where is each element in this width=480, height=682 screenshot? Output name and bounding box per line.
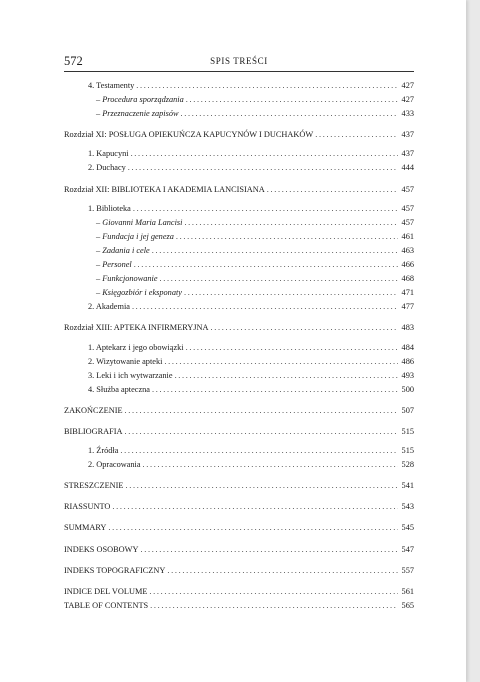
toc-entry-page: 493 [401, 370, 414, 380]
toc-entry-page: 457 [401, 184, 414, 194]
dot-leader [136, 80, 398, 92]
toc-entry-page: 437 [401, 149, 414, 159]
toc-entry [64, 356, 414, 370]
toc-entry [64, 80, 414, 94]
toc-entry [64, 480, 414, 494]
page-number: 572 [64, 54, 83, 68]
dot-leader [211, 322, 399, 334]
dot-leader [132, 301, 398, 313]
toc-entry [64, 301, 414, 315]
toc-entry-title: 1. Biblioteka [88, 203, 131, 213]
toc-entry-title: 2. Opracowania [88, 460, 141, 470]
toc-entry-page: 500 [401, 384, 414, 394]
toc-entry-title: RIASSUNTO [64, 502, 111, 512]
toc-entry [64, 231, 414, 245]
toc-entry-page: 433 [401, 109, 414, 119]
toc-entry [64, 370, 414, 384]
toc-entry [64, 273, 414, 287]
dot-leader [120, 445, 398, 457]
toc-entry-page: 545 [401, 523, 414, 533]
toc-entry-page: 547 [401, 544, 414, 554]
toc-entry-title: 2. Wizytowanie apteki [88, 356, 163, 366]
dot-leader [160, 273, 398, 285]
toc-entry-title: STRESZCZENIE [64, 481, 124, 491]
dot-leader [125, 426, 398, 438]
toc-entry-title: – Przeznaczenie zapisów [96, 109, 179, 119]
toc-entry-page: 483 [401, 323, 414, 333]
dot-leader [143, 459, 398, 471]
toc-entry-title: – Procedura sporządzania [96, 95, 184, 105]
dot-leader [140, 544, 398, 556]
toc-entry-page: 486 [401, 356, 414, 366]
toc-entry-page: 515 [401, 446, 414, 456]
toc-entry-page: 528 [401, 460, 414, 470]
toc-entry-page: 444 [401, 163, 414, 173]
toc-entry-title: 2. Duchacy [88, 163, 126, 173]
toc-entry-title: 3. Leki i ich wytwarzanie [88, 370, 173, 380]
toc-entry-title: ZAKOŃCZENIE [64, 405, 123, 415]
toc-entry-title: Rozdział XI: POSŁUGA OPIEKUŃCZA KAPUCYNÓW I DUCHAKÓW [64, 130, 314, 140]
toc-entry-page: 565 [401, 600, 414, 610]
toc-entry-title: – Personel [96, 260, 132, 270]
toc-entry [64, 217, 414, 231]
toc-entry [64, 384, 414, 398]
toc-entry-title: 2. Akademia [88, 302, 130, 312]
toc-entry-page: 457 [401, 217, 414, 227]
toc-entry-page: 543 [401, 502, 414, 512]
dot-leader [152, 245, 398, 257]
toc-entry-title: 4. Testamenty [88, 81, 135, 90]
toc-entry [64, 287, 414, 301]
dot-leader [131, 148, 398, 160]
toc-entry-title: Rozdział XII: BIBLIOTEKA I AKADEMIA LANCISIANA [64, 184, 265, 194]
toc-entry-title: TABLE OF CONTENTS [64, 600, 149, 610]
toc-entry [64, 426, 414, 440]
toc-entry-title: SUMMARY [64, 523, 107, 533]
toc-entry-page: 561 [401, 586, 414, 596]
toc-entry-page: 507 [401, 405, 414, 415]
toc-entry [64, 108, 414, 122]
dot-leader [112, 501, 398, 513]
toc-entry-page: 427 [401, 95, 414, 105]
dot-leader [149, 586, 398, 598]
toc-entry [64, 445, 414, 459]
dot-leader [164, 356, 398, 368]
toc-entry-title: 1. Aptekarz i jego obowiązki [88, 342, 184, 352]
toc-entry-page: 468 [401, 274, 414, 284]
toc-entry-title: INDEKS OSOBOWY [64, 544, 139, 554]
table-of-contents [64, 80, 414, 614]
toc-entry-title: – Funkcjonowanie [96, 274, 158, 284]
toc-entry [64, 148, 414, 162]
toc-entry-page: 541 [401, 481, 414, 491]
toc-entry [64, 259, 414, 273]
toc-entry-page: 515 [401, 426, 414, 436]
dot-leader [108, 522, 398, 534]
toc-entry-page: 477 [401, 302, 414, 312]
toc-entry [64, 544, 414, 558]
toc-entry [64, 322, 414, 336]
toc-entry [64, 245, 414, 259]
dot-leader [125, 405, 398, 417]
dot-leader [128, 162, 398, 174]
toc-entry-page: 484 [401, 342, 414, 352]
dot-leader [184, 217, 398, 229]
toc-entry [64, 129, 414, 143]
toc-entry [64, 405, 414, 419]
toc-entry-page: 471 [401, 288, 414, 298]
toc-entry-page: 461 [401, 231, 414, 241]
dot-leader [184, 287, 398, 299]
toc-entry-title: INDEKS TOPOGRAFICZNY [64, 565, 166, 575]
toc-entry [64, 565, 414, 579]
dot-leader [175, 370, 398, 382]
toc-entry [64, 586, 414, 600]
dot-leader [267, 184, 398, 196]
toc-entry-title: – Giovanni Maria Lancisi [96, 217, 183, 227]
toc-entry-page: 437 [401, 130, 414, 140]
toc-entry-title: 1. Kapucyni [88, 149, 129, 159]
dot-leader [167, 565, 398, 577]
toc-entry [64, 522, 414, 536]
toc-entry-title: 1. Źródła [88, 446, 119, 456]
toc-entry [64, 162, 414, 176]
toc-entry-page: 427 [401, 81, 414, 90]
toc-entry [64, 94, 414, 108]
dot-leader [186, 94, 398, 106]
dot-leader [152, 384, 398, 396]
dot-leader [134, 259, 398, 271]
dot-leader [125, 480, 398, 492]
toc-entry [64, 600, 414, 614]
toc-entry [64, 203, 414, 217]
toc-entry-page: 457 [401, 203, 414, 213]
toc-entry-title: – Fundacja i jej geneza [96, 231, 174, 241]
toc-entry [64, 184, 414, 198]
toc-entry-title: BIBLIOGRAFIA [64, 426, 123, 436]
toc-entry-page: 557 [401, 565, 414, 575]
page-header [64, 54, 414, 70]
toc-entry-title: INDICE DEL VOLUME [64, 586, 148, 596]
running-head: SPIS TREŚCI [210, 56, 268, 66]
toc-entry-title: Rozdział XIII: APTEKA INFIRMERYJNA [64, 323, 209, 333]
toc-entry-page: 463 [401, 245, 414, 255]
dot-leader [150, 600, 398, 612]
dot-leader [133, 203, 398, 215]
header-rule [64, 71, 414, 72]
dot-leader [186, 342, 398, 354]
toc-entry-title: – Zadania i cele [96, 245, 150, 255]
dot-leader [176, 231, 398, 243]
dot-leader [181, 108, 398, 120]
toc-entry [64, 459, 414, 473]
toc-entry-title: 4. Służba apteczna [88, 384, 150, 394]
toc-entry-title: – Księgozbiór i eksponaty [96, 288, 182, 298]
toc-entry [64, 501, 414, 515]
toc-entry [64, 342, 414, 356]
dot-leader [315, 129, 398, 141]
toc-entry-page: 466 [401, 260, 414, 270]
